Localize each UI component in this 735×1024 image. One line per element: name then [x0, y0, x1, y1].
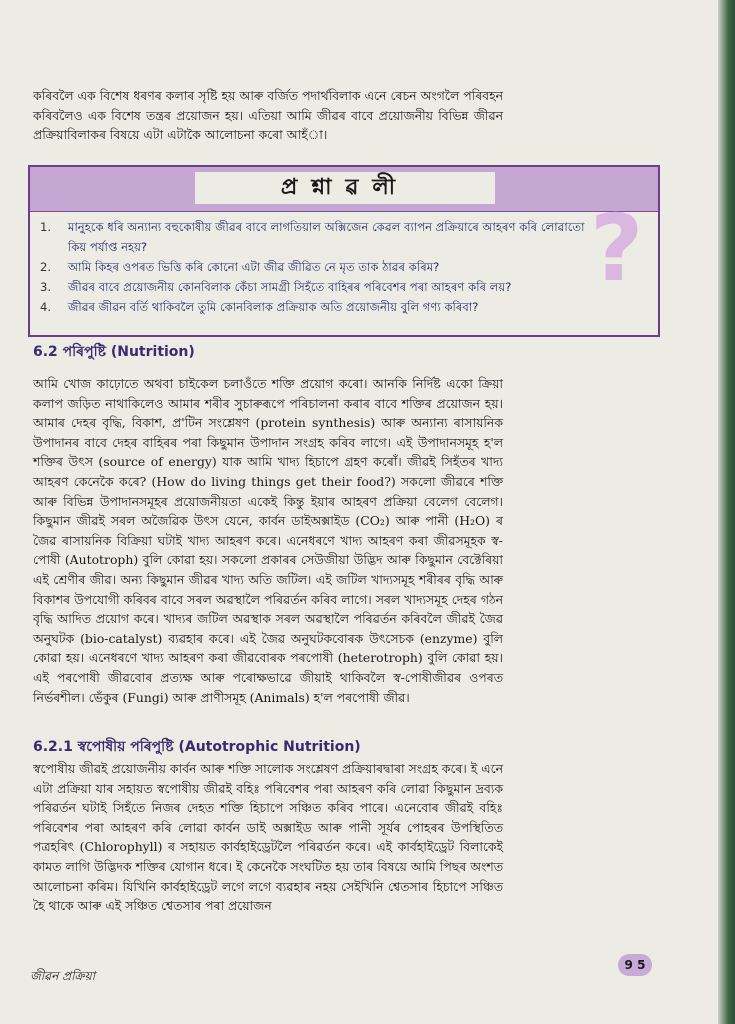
question-text: জীৱৰ বাবে প্ৰয়োজনীয় কোনবিলাক কেঁচা সামগ্ৰী সিহঁতে বাহিৰৰ পৰিবেশৰ পৰা আহৰণ কৰি লয়?	[68, 280, 512, 294]
question-item	[30, 277, 590, 297]
question-text: মানুহকে ধৰি অন্যান্য বহুকোষীয় জীৱৰ বাবে লাগতিয়াল অক্সিজেন কেৱল ব্যাপন প্ৰক্ৰিয়াৰে আহৰণ কৰি লোৱাতো কিয় পৰ্যাপ্ত নহয়?	[68, 220, 585, 254]
questions-list	[30, 217, 590, 317]
question-text: জীৱৰ জীৱন বৰ্তি থাকিবলৈ তুমি কোনবিলাক প্ৰক্ৰিয়াক অতি প্ৰয়োজনীয় বুলি গণ্য কৰিবা?	[68, 300, 479, 314]
autotrophic-paragraph: স্বপোষীয় জীৱই প্ৰয়োজনীয় কাৰ্বন আৰু শক্তি সালোক সংশ্লেষণ প্ৰক্ৰিয়াৰদ্বাৰা সংগ্ৰহ কৰে। ই এনে এটা প্ৰক্ৰিয়া যাৰ সহায়ত স্বপোষীয় জীৱই বহিঃ পৰিবেশৰ পৰা আহৰণ কৰি লোৱা কিছুমান দ্ৰব্যক পৰিৱৰ্তন ঘটাই সিহঁতে নিজৰ দেহত শক্তি হিচাপে সঞ্চিত কৰিব পাৰে। এনেবোৰ জীৱই বহিঃ পৰিবেশৰ পৰা আহৰণ কৰি লোৱা কাৰ্বন ডাই অক্সাইড আৰু পানী সূৰ্যৰ পোহৰৰ উপস্থিতিত পত্ৰহৰিৎ (Chlorophyll) ৰ সহায়ত কাৰ্বহাইড্ৰেটলৈ পৰিৱৰ্তন কৰে। এই কাৰ্বহাইড্ৰেট বিলাকেই কামত লাগি উদ্ভিদক শক্তিৰ যোগান ধৰে। ই কেনেকৈ সংঘটিত হয় তাৰ বিষয়ে আমি পিছৰ অংশত আলোচনা কৰিম। যিখিনি কাৰ্বহাইড্ৰেট লগে লগে ব্যৱহাৰ নহয় সেইখিনি শ্বেতসাৰ হিচাপে সঞ্চিত হৈ থাকে আৰু এই সঞ্চিত শ্বেতসাৰ পৰা প্ৰয়োজন	[33, 761, 503, 914]
intro-paragraph: কৰিবলৈ এক বিশেষ ধৰণৰ কলাৰ সৃষ্টি হয় আৰু বৰ্জিত পদাৰ্থবিলাক এনে ৰেচন অংগলৈ পৰিবহন কৰিবলৈও এক বিশেষ তন্ত্ৰৰ প্ৰয়োজন হয়। এতিয়া আমি জীৱৰ বাবে প্ৰয়োজনীয় বিভিন্ন জীৱন প্ৰক্ৰিয়াবিলাকৰ বিষয়ে এটা এটাকৈ আলোচনা কৰো আহঁা।	[33, 88, 503, 143]
chapter-footer: জীৱন প্ৰক্ৰিয়া	[30, 969, 96, 983]
section-heading-6-2-1: 6.2.1 স্বপোষীয় পৰিপুষ্টি (Autotrophic Nutrition)	[33, 739, 361, 755]
nutrition-paragraph: আমি খোজ কাঢ়োতে অথবা চাইকেল চলাওঁতে শক্তি প্ৰয়োগ কৰো। আনকি নিৰ্দিষ্ট একো ক্ৰিয়া কলাপ জড়িত নাথাকিলেও আমাৰ শৰীৰ সুচাৰুৰূপে পৰিচালনা কৰাৰ বাবে শক্তিৰ প্ৰয়োজন হয়। আমাৰ দেহৰ বৃদ্ধি, বিকাশ, প্ৰ'টিন সংশ্লেষণ (protein synthesis) আৰু অন্যান্য ৰাসায়নিক উপাদানৰ বাবে দেহৰ বাহিৰৰ পৰা কিছুমান উপাদান সংগ্ৰহ কৰিব লাগে। এই উপাদানসমূহ হ'ল শক্তিৰ উৎস (source of energy) যাক আমি খাদ্য হিচাপে গ্ৰহণ কৰোঁ। জীৱই সিহঁতৰ খাদ্য আহৰণ কেনেকৈ কৰে? (How do living things get their food?) সকলো জীৱৰে শক্তি আৰু বিভিন্ন উপাদানসমূহৰ প্ৰয়োজনীয়তা একেই কিন্তু ইয়াৰ আহৰণ প্ৰক্ৰিয়া বেলেগ বেলেগ। কিছুমান জীৱই সৰল অজৈৱিক উৎস যেনে, কাৰ্বন ডাইঅক্সাইড (CO₂) আৰু পানী (H₂O) ৰ জৈৱ ৰাসায়নিক বিক্ৰিয়া ঘটাই খাদ্য আহৰণ কৰে। এনেধৰণে খাদ্য আহৰণ কৰা জীৱসমূহক স্ব-পোষী (Autotroph) বুলি কোৱা হয়। সকলো প্ৰকাৰৰ সেউজীয়া উদ্ভিদ আৰু কিছুমান বেক্টেৰিয়া এই শ্ৰেণীৰ জীৱ। অন্য কিছুমান জীৱৰ খাদ্য অতি জটিল। এই জটিল খাদ্যসমূহ শৰীৰৰ বৃদ্ধি আৰু বিকাশৰ উপযোগী কৰিবৰ বাবে সৰল অৱস্থালৈ পৰিৱৰ্তন কৰিব লাগে। সৰল খাদ্যসমূহ দেহৰ গঠন বৃদ্ধি আদিত প্ৰয়োগ কৰে। খাদ্যৰ জটিল অৱস্থাক সৰল অৱস্থালৈ পৰিৱৰ্তন কৰিবলৈ জীৱই জৈৱ অনুঘটক (bio-catalyst) ব্যৱহাৰ কৰে। এই জৈৱ অনুঘটকবোৰক উৎসেচক (enzyme) বুলি কোৱা হয়। এনেধৰণে খাদ্য আহৰণ কৰা জীৱবোৰক পৰপোষী (heterotroph) বুলি কোৱা হয়। এই পৰপোষী জীৱবোৰ প্ৰত্যক্ষ আৰু পৰোক্ষভাৱে জীয়াই থাকিবলৈ স্ব-পোষীজীৱৰ ওপৰত নিৰ্ভৰশীল। ভেঁকুৰ (Fungi) আৰু প্ৰাণীসমূহ (Animals) হ'ল পৰপোষী জীৱ।	[33, 376, 503, 705]
question-item	[30, 297, 590, 317]
page-number-badge: 9 5	[618, 954, 652, 976]
question-number: 2.	[40, 260, 52, 274]
questions-box	[28, 165, 660, 337]
question-mark-icon: ?	[590, 195, 644, 302]
question-number: 3.	[40, 280, 52, 294]
questions-header	[30, 167, 658, 212]
section-heading-6-2: 6.2 পৰিপুষ্টি (Nutrition)	[33, 344, 195, 360]
question-item	[30, 257, 590, 277]
question-item	[30, 217, 590, 257]
question-number: 4.	[40, 300, 52, 314]
question-text: আমি কিহৰ ওপৰত ভিত্তি কৰি কোনো এটা জীৱ জীৱিত নে মৃত তাক ঠাৱৰ কৰিম?	[68, 260, 440, 274]
book-spine	[718, 0, 735, 1024]
questions-title: প্ৰশ্নাৱলী	[195, 172, 495, 204]
question-number: 1.	[40, 220, 52, 234]
